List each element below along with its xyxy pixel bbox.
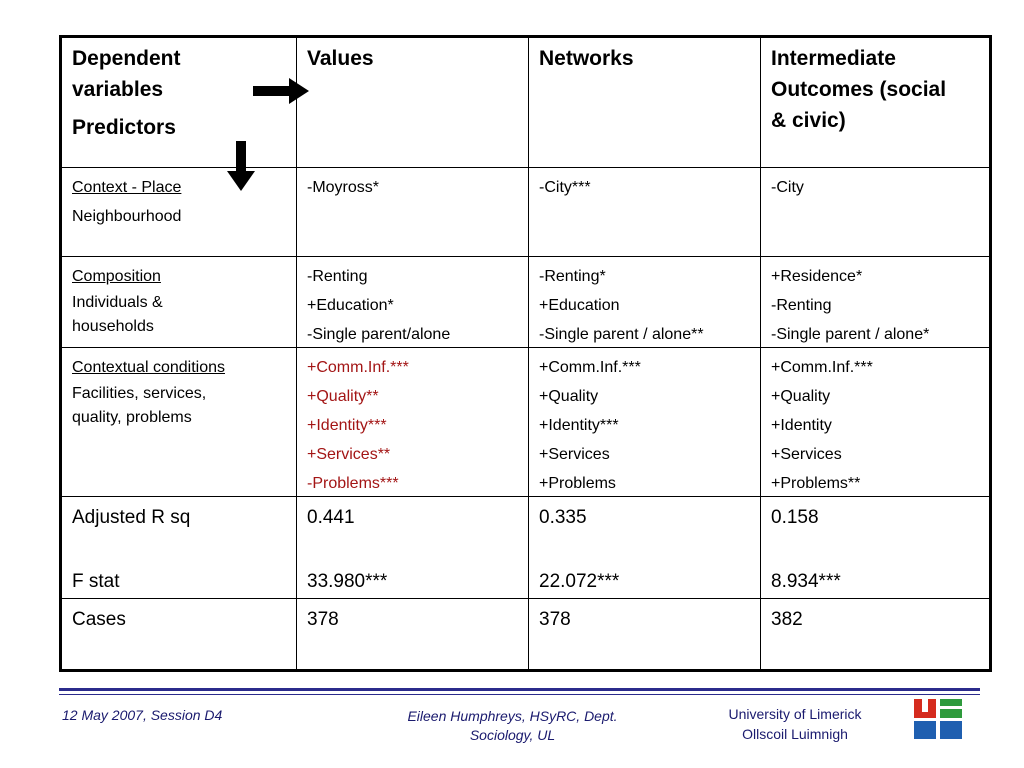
cell-text: 378 bbox=[539, 609, 571, 630]
cell-stats-outcomes bbox=[760, 497, 989, 599]
cell-r-sq: 0.441 bbox=[307, 507, 355, 528]
footer-university-line2: Ollscoil Luimnigh bbox=[742, 726, 848, 742]
cell-line: +Services bbox=[539, 446, 610, 463]
footer-author-line1: Eileen Humphreys, HSyRC, Dept. bbox=[407, 708, 618, 724]
cell-f-stat: 22.072*** bbox=[539, 571, 620, 592]
cell-line: -Problems*** bbox=[307, 475, 399, 492]
cell-line: +Comm.Inf.*** bbox=[307, 359, 409, 376]
row-sublabel-facilities: Facilities, services, quality, problems bbox=[72, 385, 207, 426]
footer-rule bbox=[59, 688, 980, 691]
cell-line: -Renting bbox=[771, 297, 832, 314]
footer-university-line1: University of Limerick bbox=[728, 706, 862, 722]
table-header-row bbox=[62, 38, 989, 167]
cell-cases-outcomes bbox=[760, 599, 989, 670]
footer-rule-thin bbox=[59, 694, 980, 695]
cell-line: +Quality bbox=[771, 388, 831, 405]
row-label-conditions: Contextual conditions bbox=[72, 359, 225, 376]
cell-line: +Comm.Inf.*** bbox=[771, 359, 873, 376]
row-label-f-stat: F stat bbox=[72, 571, 120, 592]
cell-cases-networks bbox=[528, 599, 760, 670]
cell-text: -City bbox=[771, 179, 804, 196]
cell-f-stat: 33.980*** bbox=[307, 571, 388, 592]
cell-line: +Services bbox=[771, 446, 842, 463]
row-label-cases: Cases bbox=[72, 609, 126, 630]
cell-r-sq: 0.158 bbox=[771, 507, 819, 528]
header-predictors: Predictors bbox=[72, 116, 176, 139]
cell-line: -Single parent / alone* bbox=[771, 326, 930, 343]
table-row-context bbox=[62, 167, 989, 257]
header-networks: Networks bbox=[539, 47, 634, 70]
cell-context-values bbox=[296, 168, 528, 257]
row-label-cell bbox=[62, 257, 296, 348]
footer-author bbox=[370, 707, 655, 745]
header-cell-networks bbox=[528, 38, 760, 167]
row-label-cell bbox=[62, 599, 296, 670]
cell-text: 382 bbox=[771, 609, 803, 630]
cell-line: +Problems bbox=[539, 475, 616, 492]
regression-table bbox=[59, 35, 992, 672]
footer-date-session: 12 May 2007, Session D4 bbox=[62, 707, 223, 723]
cell-line: -Renting bbox=[307, 268, 368, 285]
cell-conditions-values bbox=[296, 348, 528, 497]
table-row-conditions bbox=[62, 347, 989, 497]
arrow-down-icon bbox=[227, 141, 255, 191]
footer-university bbox=[690, 704, 900, 744]
cell-stats-values bbox=[296, 497, 528, 599]
cell-conditions-outcomes bbox=[760, 348, 989, 497]
header-values: Values bbox=[307, 47, 374, 70]
cell-r-sq: 0.335 bbox=[539, 507, 587, 528]
row-label-cell bbox=[62, 348, 296, 497]
cell-line: +Identity*** bbox=[539, 417, 619, 434]
cell-text: -Moyross* bbox=[307, 179, 380, 196]
header-outcomes: Intermediate Outcomes (social & civic) bbox=[771, 47, 947, 132]
cell-line: +Problems** bbox=[771, 475, 861, 492]
university-logo bbox=[914, 699, 962, 739]
cell-line: +Identity*** bbox=[307, 417, 387, 434]
header-cell-values bbox=[296, 38, 528, 167]
cell-line: +Education bbox=[539, 297, 620, 314]
row-sublabel-individuals: Individuals & households bbox=[72, 294, 163, 335]
header-cell-outcomes bbox=[760, 38, 989, 167]
cell-composition-outcomes bbox=[760, 257, 989, 348]
cell-conditions-networks bbox=[528, 348, 760, 497]
row-label-cell bbox=[62, 497, 296, 599]
cell-line: +Quality** bbox=[307, 388, 379, 405]
cell-line: +Education* bbox=[307, 297, 394, 314]
cell-line: -Renting* bbox=[539, 268, 606, 285]
cell-context-outcomes bbox=[760, 168, 989, 257]
cell-cases-values bbox=[296, 599, 528, 670]
header-dependent-variables: Dependent variables bbox=[72, 47, 181, 101]
footer-author-line2: Sociology, UL bbox=[469, 727, 556, 743]
cell-line: -Single parent / alone** bbox=[539, 326, 704, 343]
table-row-composition bbox=[62, 256, 989, 348]
cell-line: +Identity bbox=[771, 417, 832, 434]
cell-text: -City*** bbox=[539, 179, 591, 196]
row-label-cell bbox=[62, 168, 296, 257]
cell-line: +Comm.Inf.*** bbox=[539, 359, 641, 376]
row-sublabel-neighbourhood: Neighbourhood bbox=[72, 208, 182, 225]
cell-line: +Quality bbox=[539, 388, 599, 405]
cell-stats-networks bbox=[528, 497, 760, 599]
cell-composition-networks bbox=[528, 257, 760, 348]
cell-line: +Services** bbox=[307, 446, 391, 463]
row-label-context: Context - Place bbox=[72, 179, 182, 196]
cell-text: 378 bbox=[307, 609, 339, 630]
row-label-composition: Composition bbox=[72, 268, 161, 285]
table-row-stats bbox=[62, 496, 989, 599]
arrow-right-icon bbox=[253, 78, 309, 104]
row-label-adjusted-r-sq: Adjusted R sq bbox=[72, 507, 191, 528]
cell-context-networks bbox=[528, 168, 760, 257]
cell-composition-values bbox=[296, 257, 528, 348]
cell-f-stat: 8.934*** bbox=[771, 571, 841, 592]
cell-line: -Single parent/alone bbox=[307, 326, 451, 343]
cell-line: +Residence* bbox=[771, 268, 863, 285]
table-row-cases bbox=[62, 598, 989, 670]
